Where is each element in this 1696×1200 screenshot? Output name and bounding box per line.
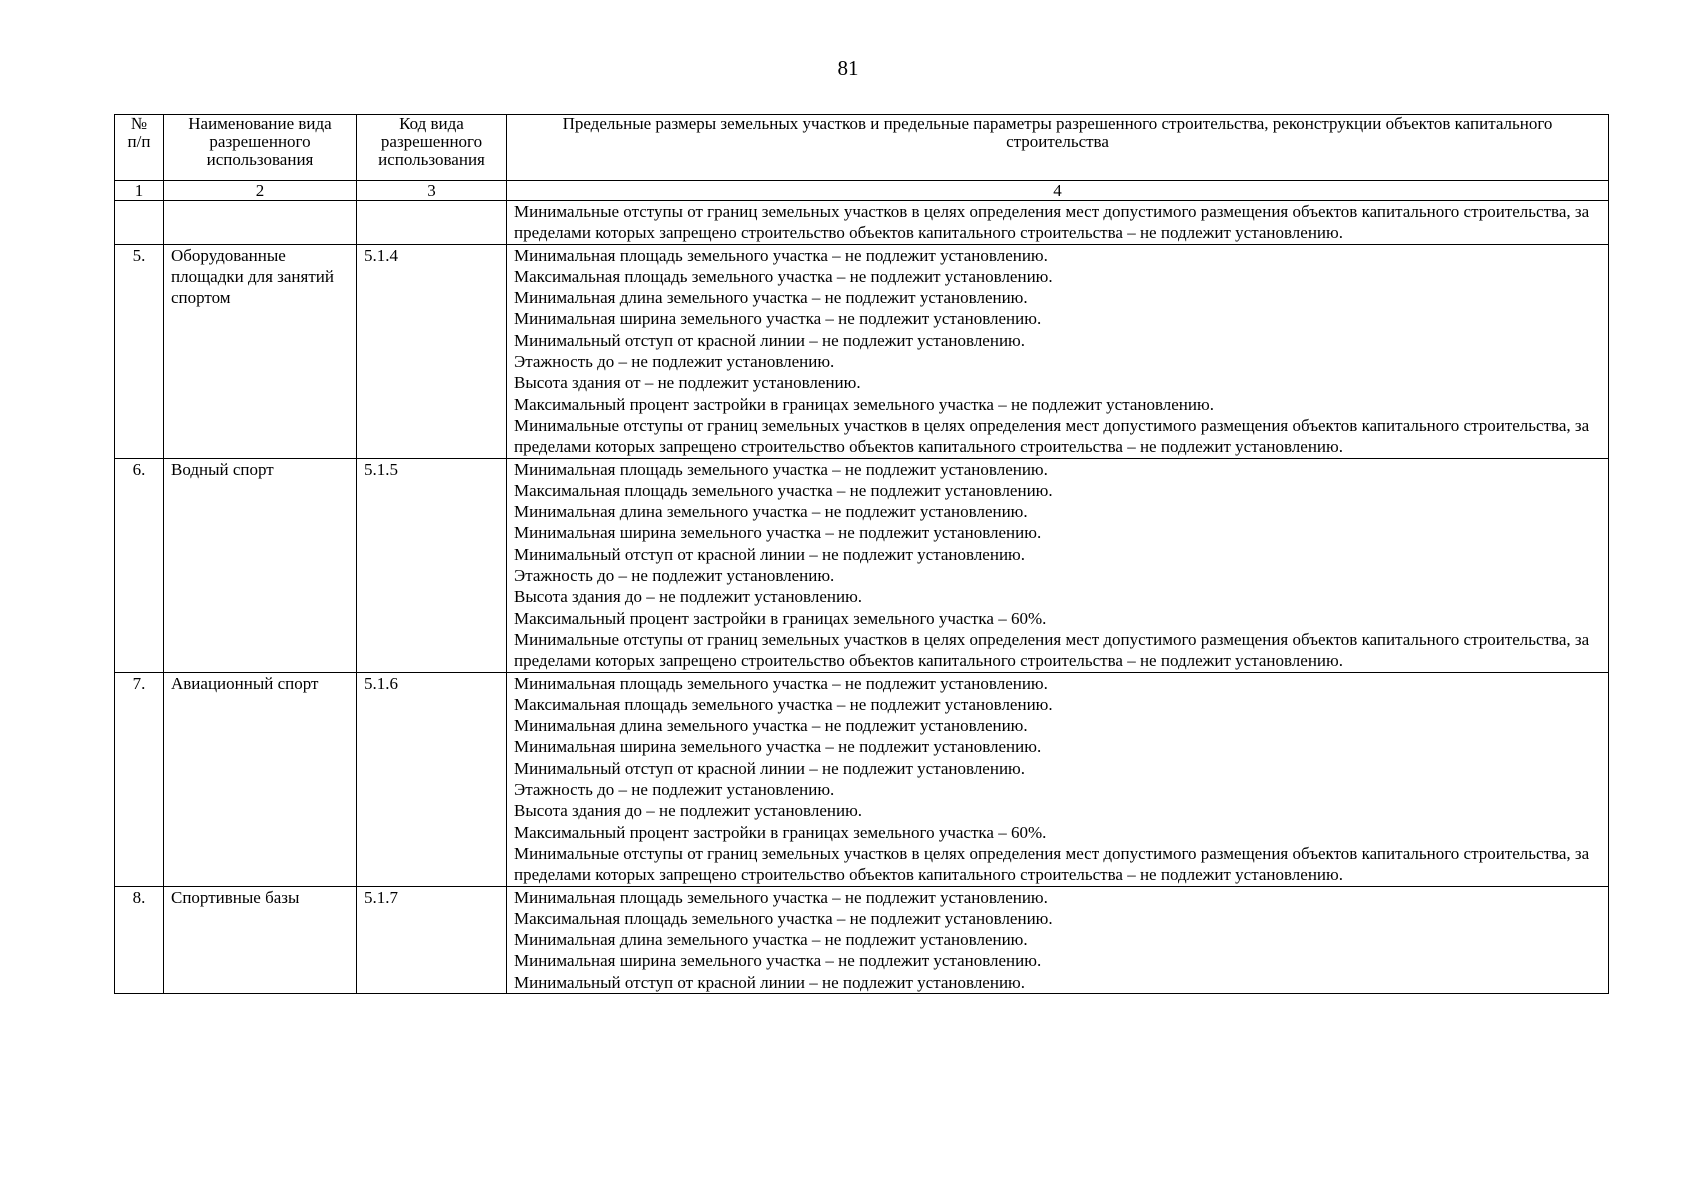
parameter-line: Минимальная ширина земельного участка – не подлежит установлению. [514,309,1042,329]
header-parameters: Предельные размеры земельных участков и предельные параметры разрешенного строительства, реконструкции объектов капитального строительства [507,115,1609,181]
parameters-cell [507,201,1609,245]
parameters-cell [507,244,1609,458]
header-use-code: Код вида разрешенного использования [357,115,507,181]
use-code: 5.1.4 [357,244,507,458]
table-row [115,244,1609,458]
parameter-line: Минимальная длина земельного участка – не подлежит установлению. [514,930,1028,950]
parameter-line: Максимальный процент застройки в границах земельного участка – 60%. [514,608,1047,628]
row-number: 8. [115,886,164,993]
table-row [115,672,1609,886]
parameter-line: Минимальный отступ от красной линии – не подлежит установлению. [514,544,1025,564]
parameter-line: Минимальная длина земельного участка – не подлежит установлению. [514,288,1028,308]
use-name: Оборудованные площадки для занятий спортом [164,244,357,458]
parameter-line: Минимальная площадь земельного участка – не подлежит установлению. [514,887,1048,907]
parameter-line: Минимальная длина земельного участка – не подлежит установлению. [514,502,1028,522]
table-body [115,201,1609,994]
parameter-line: Высота здания от – не подлежит установлению. [514,373,861,393]
use-name: Водный спорт [164,458,357,672]
row-number: 6. [115,458,164,672]
use-name: Авиационный спорт [164,672,357,886]
parameter-line: Высота здания до – не подлежит установлению. [514,587,863,607]
parameter-line: Минимальная площадь земельного участка – не подлежит установлению. [514,673,1048,693]
parameter-line: Этажность до – не подлежит установлению. [514,352,835,372]
index-cell: 3 [357,181,507,201]
row-number: 7. [115,672,164,886]
parameters-cell [507,672,1609,886]
parameter-line: Максимальная площадь земельного участка – не подлежит установлению. [514,908,1053,928]
use-code [357,201,507,245]
parameter-line: Максимальная площадь земельного участка – не подлежит установлению. [514,266,1053,286]
row-number [115,201,164,245]
parameter-line: Минимальные отступы от границ земельных участков в целях определения мест допустимого размещения объектов капитального строительства, за пределами которых запрещено строительство объектов капитального строительства – не подлежит установлению. [514,629,1590,671]
row-number: 5. [115,244,164,458]
parameter-line: Максимальный процент застройки в границах земельного участка – 60%. [514,822,1047,842]
use-code: 5.1.7 [357,886,507,993]
parameter-line: Минимальные отступы от границ земельных участков в целях определения мест допустимого размещения объектов капитального строительства, за пределами которых запрещено строительство объектов капитального строительства – не подлежит установлению. [514,202,1590,243]
table-row [115,886,1609,993]
page-number: 81 [837,56,859,80]
parameter-line: Минимальные отступы от границ земельных участков в целях определения мест допустимого размещения объектов капитального строительства, за пределами которых запрещено строительство объектов капитального строительства – не подлежит установлению. [514,415,1590,457]
parameters-cell [507,458,1609,672]
index-cell: 2 [164,181,357,201]
table-index-row [115,181,1609,201]
parameter-line: Минимальный отступ от красной линии – не подлежит установлению. [514,758,1025,778]
header-number: № п/п [115,115,164,181]
parameter-line: Высота здания до – не подлежит установлению. [514,801,863,821]
regulations-table [114,114,1609,994]
parameter-line: Минимальный отступ от красной линии – не подлежит установлению. [514,330,1025,350]
parameter-line: Максимальный процент застройки в границах земельного участка – не подлежит установлению. [514,394,1214,414]
parameter-line: Максимальная площадь земельного участка – не подлежит установлению. [514,480,1053,500]
header-use-name: Наименование вида разрешенного использования [164,115,357,181]
use-code: 5.1.6 [357,672,507,886]
table-row [115,201,1609,245]
index-cell: 4 [507,181,1609,201]
parameter-line: Этажность до – не подлежит установлению. [514,566,835,586]
use-name [164,201,357,245]
parameter-line: Минимальная площадь земельного участка – не подлежит установлению. [514,459,1048,479]
index-cell: 1 [115,181,164,201]
table-row [115,458,1609,672]
use-name: Спортивные базы [164,886,357,993]
parameter-line: Минимальная ширина земельного участка – не подлежит установлению. [514,523,1042,543]
parameter-line: Минимальный отступ от красной линии – не подлежит установлению. [514,972,1025,992]
parameter-line: Минимальная длина земельного участка – не подлежит установлению. [514,716,1028,736]
parameter-line: Минимальная площадь земельного участка – не подлежит установлению. [514,245,1048,265]
parameter-line: Минимальная ширина земельного участка – не подлежит установлению. [514,951,1042,971]
parameters-cell [507,886,1609,993]
parameter-line: Минимальная ширина земельного участка – не подлежит установлению. [514,737,1042,757]
parameter-line: Максимальная площадь земельного участка – не подлежит установлению. [514,694,1053,714]
parameter-line: Этажность до – не подлежит установлению. [514,780,835,800]
parameter-line: Минимальные отступы от границ земельных участков в целях определения мест допустимого размещения объектов капитального строительства, за пределами которых запрещено строительство объектов капитального строительства – не подлежит установлению. [514,843,1590,885]
use-code: 5.1.5 [357,458,507,672]
table-header-row [115,115,1609,181]
